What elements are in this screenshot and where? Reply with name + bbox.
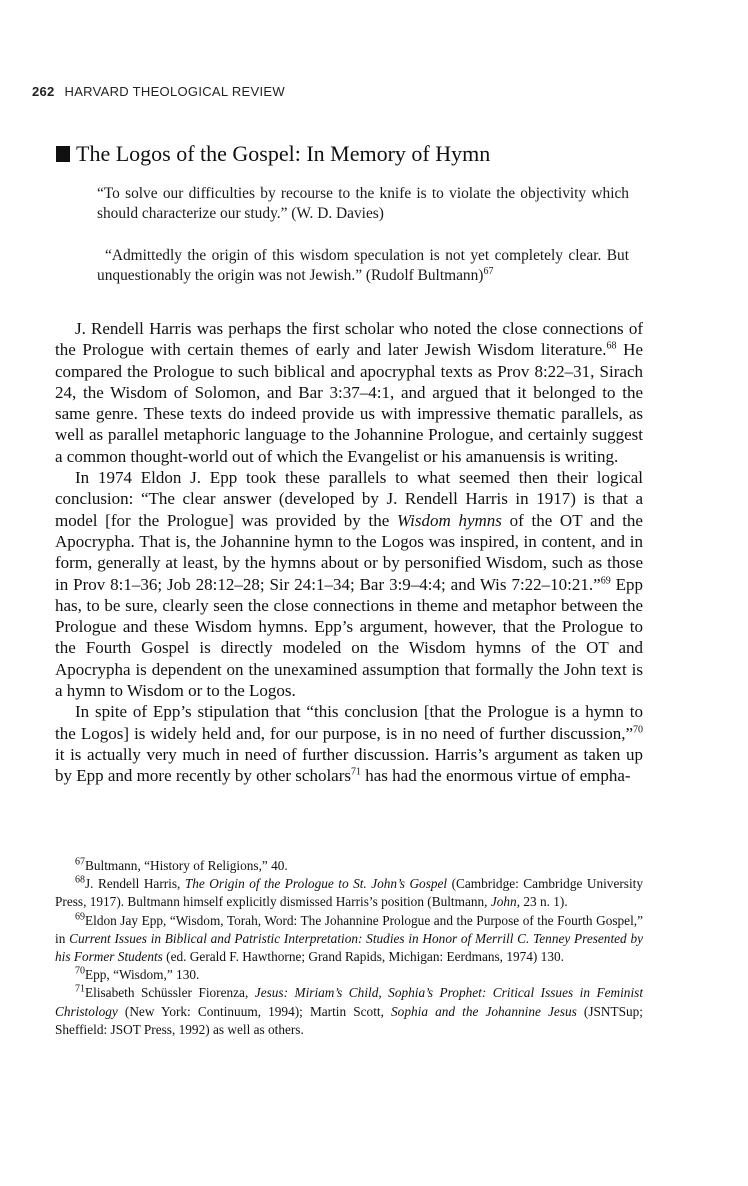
footnote-ref: 68	[606, 340, 617, 352]
footnote-ref: 71	[351, 766, 361, 778]
footnote-text: Bultmann, “History of Religions,” 40.	[85, 858, 288, 873]
epigraph-bultmann	[97, 246, 629, 286]
italic-run: Sophia and the Johannine Jesus	[391, 1003, 577, 1019]
footnote-number: 68	[75, 874, 85, 886]
footnote-68	[55, 875, 643, 911]
footnote-number: 67	[75, 856, 85, 868]
section-heading	[56, 141, 490, 167]
italic-run: Wisdom hymns	[396, 510, 502, 530]
footnote-69	[55, 912, 643, 967]
italic-run: Current Issues in Biblical and Patristic Interpretation: Studies in Honor of Merrill C. Tenney Presented by his Former Students	[55, 930, 643, 965]
text-run: In spite of Epp’s stipulation that “this conclusion [that the Prologue is a hymn to the Logos] is widely held and, for our purpose, is in no need of further discussion,”	[55, 702, 643, 743]
text-run: J. Rendell Harris was perhaps the first scholar who noted the close connections of the Prologue with certain themes of early and later Jewish Wisdom literature.	[55, 319, 643, 360]
text-run: Epp has, to be sure, clearly seen the close connections in theme and metaphor between the Prologue and these Wisdom hymns. Epp’s argument, however, that the Prologue to the Fourth Gospel is directly modeled on the Wisdom hymns of the OT and Apocrypha is dependent on the unexamined assumption that formally the John text is a hymn to Wisdom or to the Logos.	[55, 574, 643, 701]
footnote-ref: 67	[483, 265, 494, 277]
footnote-text: Elisabeth Schüssler Fiorenza,	[85, 985, 255, 1001]
italic-run: John	[490, 894, 517, 910]
text-run: He compared the Prologue to such biblical and apocryphal texts as Prov 8:22–31, Sirach 24, the Wisdom of Solomon, and Bar 3:37–4:1, and argued that it belonged to the same genre. These texts do indeed provide us with impressive thematic parallels, as well as parallel metaphoric language to the Johannine Prologue, and certainly suggest a common thought-world out of which the Evangelist or his amanuensis is writing.	[55, 340, 643, 466]
footnote-ref: 69	[600, 574, 611, 586]
footnote-text: (Cambridge: Cambridge University Press, 1917). Bultmann himself explicitly dismissed Harris’s position (Bultmann,	[55, 876, 643, 910]
footnote-text: , 23 n. 1).	[516, 894, 568, 910]
footnote-ref: 70	[633, 723, 643, 735]
paragraph	[55, 467, 643, 701]
footnote-text: (JSNTSup; Sheffield: JSOT Press, 1992) as well as others.	[55, 1003, 643, 1037]
text-run: In 1974 Eldon J. Epp took these parallels to what seemed then their logical conclusion: “The clear answer (developed by J. Rendell Harris in 1917) is that a model [for the Prologue] was provided by the	[55, 468, 643, 530]
footnote-text: Eldon Jay Epp, “Wisdom, Torah, Word: The Johannine Prologue and the Purpose of the Fourth Gospel,” in	[55, 912, 643, 946]
footnote-text: (New York: Continuum, 1994); Martin Scott,	[117, 1003, 392, 1019]
italic-run: The Origin of the Prologue to St. John’s Gospel	[184, 876, 448, 892]
body-text	[55, 318, 643, 787]
footnote-number: 69	[75, 911, 85, 923]
text-run: it is actually very much in need of further discussion. Harris’s argument as taken up by Epp and more recently by other scholars	[55, 744, 643, 786]
paragraph	[55, 318, 643, 467]
epigraph-text: “To solve our difficulties by recourse to the knife is to violate the objectivity which should characterize our study.” (W. D. Davies)	[97, 185, 629, 222]
footnote-number: 70	[75, 965, 85, 977]
footnote-number: 71	[75, 984, 85, 995]
black-square-icon	[56, 146, 70, 162]
footnotes	[55, 857, 643, 1039]
footnote-text: J. Rendell Harris,	[85, 876, 185, 892]
section-title: The Logos of the Gospel: In Memory of Hymn	[76, 141, 491, 166]
footnote-text: Epp, “Wisdom,” 130.	[85, 967, 200, 983]
paragraph	[55, 701, 643, 786]
footnote-text: (ed. Gerald F. Hawthorne; Grand Rapids, Michigan: Eerdmans, 1974) 130.	[162, 949, 564, 965]
italic-run: Jesus: Miriam’s Child, Sophia’s Prophet: Critical Issues in Feminist Christology	[55, 985, 644, 1019]
journal-title: HARVARD THEOLOGICAL REVIEW	[64, 84, 285, 99]
footnote-70	[55, 966, 643, 984]
epigraph-text: “Admittedly the origin of this wisdom speculation is not yet completely clear. But unquestionably the origin was not Jewish.” (Rudolf Bultmann)	[97, 247, 629, 284]
running-head	[32, 84, 285, 99]
footnote-67	[55, 857, 643, 875]
epigraph-davies	[97, 184, 629, 224]
page-number: 262	[32, 84, 55, 99]
text-run: has had the enormous virtue of empha-	[361, 766, 631, 786]
footnote-71	[55, 984, 643, 1039]
text-run: of the OT and the Apocrypha. That is, the Johannine hymn to the Logos was inspired, in content, and in form, generally at least, by the hymns about or by personified Wisdom, such as those in Prov 8:1–36; Job 28:12–28; Sir 24:1–34; Bar 3:9–4:4; and Wis 7:22–10:21.”	[55, 510, 643, 594]
